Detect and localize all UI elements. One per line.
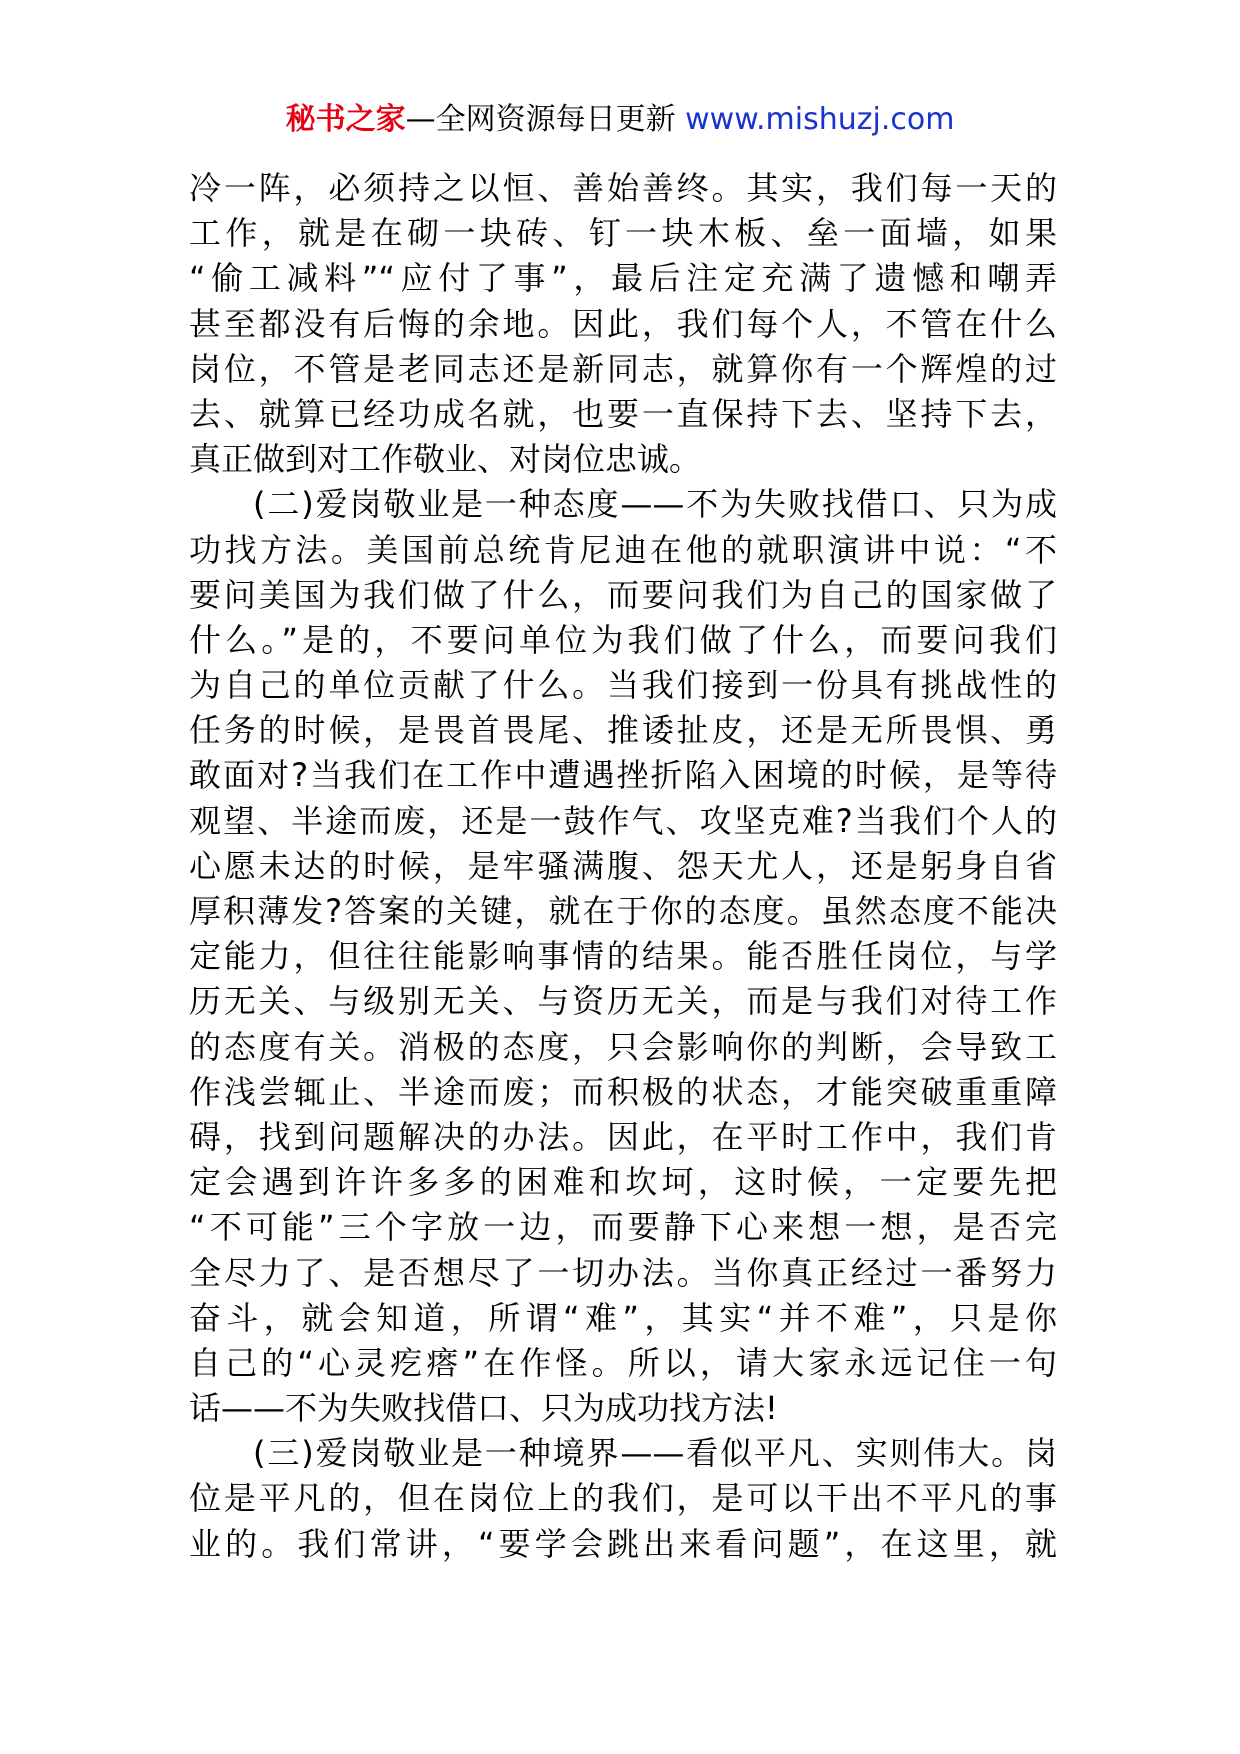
text-line: 功找方法。美国前总统肯尼迪在他的就职演讲中说：“不 bbox=[189, 530, 1057, 569]
document-body bbox=[189, 166, 1057, 1567]
text-line: 厚积薄发?答案的关键，就在于你的态度。虽然态度不能决 bbox=[189, 892, 1057, 930]
paragraph-2 bbox=[189, 482, 1057, 1431]
paragraph-3 bbox=[189, 1431, 1057, 1567]
paragraph-1 bbox=[189, 166, 1057, 482]
text-line: 真正做到对工作敬业、对岗位忠诚。 bbox=[189, 440, 702, 479]
text-line: 观望、半途而废，还是一鼓作气、攻坚克难?当我们个人的 bbox=[189, 801, 1057, 840]
text-line: 的态度有关。消极的态度，只会影响你的判断，会导致工 bbox=[189, 1027, 1057, 1066]
site-url-link[interactable]: www.mishuzj.com bbox=[685, 102, 955, 137]
text-line: 岗位，不管是老同志还是新同志，就算你有一个辉煌的过 bbox=[189, 349, 1057, 388]
text-line: 什么。”是的，不要问单位为我们做了什么，而要问我们 bbox=[189, 620, 1057, 659]
text-line: 位是平凡的，但在岗位上的我们，是可以干出不平凡的事 bbox=[189, 1479, 1057, 1518]
text-line: 为自己的单位贡献了什么。当我们接到一份具有挑战性的 bbox=[189, 666, 1057, 705]
text-line: 业的。我们常讲，“要学会跳出来看问题”，在这里，就 bbox=[189, 1524, 1057, 1563]
text-line: 碍，找到问题解决的办法。因此，在平时工作中，我们肯 bbox=[189, 1117, 1057, 1156]
text-line: 定能力，但往往能影响事情的结果。能否胜任岗位，与学 bbox=[189, 937, 1057, 976]
text-line: 心愿未达的时候，是牢骚满腹、怨天尤人，还是躬身自省 bbox=[189, 846, 1057, 885]
text-line: (三)爱岗敬业是一种境界——看似平凡、实则伟大。岗 bbox=[253, 1434, 1057, 1473]
text-line: 工作，就是在砌一块砖、钉一块木板、垒一面墙，如果 bbox=[189, 214, 1057, 253]
text-line: (二)爱岗敬业是一种态度——不为失败找借口、只为成 bbox=[253, 485, 1057, 524]
text-line: 任务的时候，是畏首畏尾、推诿扯皮，还是无所畏惧、勇 bbox=[189, 711, 1057, 750]
text-line: “不可能”三个字放一边，而要静下心来想一想，是否完 bbox=[189, 1208, 1057, 1247]
text-line: 甚至都没有后悔的余地。因此，我们每个人，不管在什么 bbox=[189, 304, 1057, 343]
text-line: 定会遇到许许多多的困难和坎坷，这时候，一定要先把 bbox=[189, 1163, 1057, 1202]
text-line: “偷工减料”“应付了事”，最后注定充满了遗憾和嘲弄 bbox=[189, 259, 1057, 298]
text-line: 作浅尝辄止、半途而废；而积极的状态，才能突破重重障 bbox=[189, 1072, 1057, 1111]
text-line: 全尽力了、是否想尽了一切办法。当你真正经过一番努力 bbox=[189, 1253, 1057, 1292]
header-tagline: —全网资源每日更新 bbox=[405, 102, 686, 137]
text-line: 敢面对?当我们在工作中遭遇挫折陷入困境的时候，是等待 bbox=[189, 756, 1057, 795]
text-line: 要问美国为我们做了什么，而要问我们为自己的国家做了 bbox=[189, 575, 1057, 614]
text-line: 奋斗，就会知道，所谓“难”，其实“并不难”，只是你 bbox=[189, 1298, 1057, 1337]
text-line: 自己的“心灵疙瘩”在作怪。所以，请大家永远记住一句 bbox=[189, 1343, 1057, 1382]
text-line: 历无关、与级别无关、与资历无关，而是与我们对待工作 bbox=[189, 982, 1057, 1021]
page-header bbox=[0, 100, 1240, 140]
text-line: 话——不为失败找借口、只为成功找方法! bbox=[189, 1389, 778, 1428]
site-name: 秘书之家 bbox=[285, 102, 406, 137]
text-line: 去、就算已经功成名就，也要一直保持下去、坚持下去， bbox=[189, 394, 1057, 433]
text-line: 冷一阵，必须持之以恒、善始善终。其实，我们每一天的 bbox=[189, 169, 1057, 207]
